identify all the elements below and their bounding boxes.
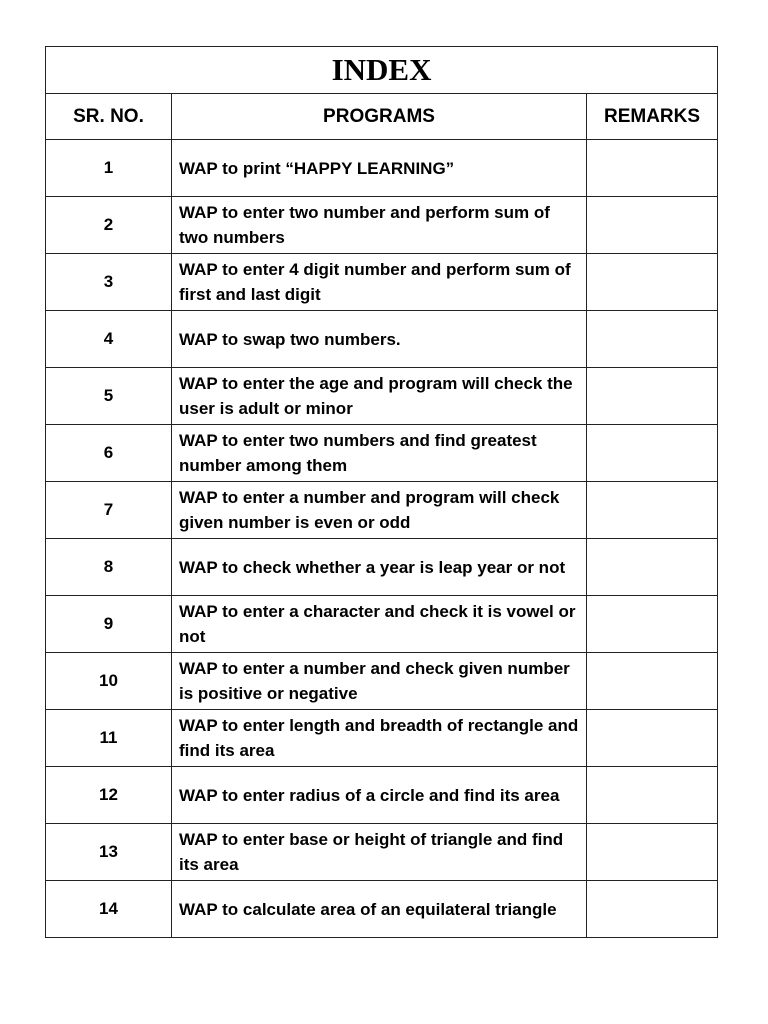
remarks-cell (587, 482, 718, 539)
table-row (46, 368, 718, 425)
title-row (46, 47, 718, 94)
sr-no-cell: 6 (46, 425, 172, 482)
sr-no-cell: 8 (46, 539, 172, 596)
program-cell: WAP to enter a number and check given number is positive or negative (172, 653, 587, 710)
remarks-cell (587, 254, 718, 311)
sr-no-cell: 1 (46, 140, 172, 197)
table-row (46, 596, 718, 653)
program-cell: WAP to print “HAPPY LEARNING” (172, 140, 587, 197)
program-cell: WAP to enter two numbers and find greatest number among them (172, 425, 587, 482)
remarks-cell (587, 653, 718, 710)
program-cell: WAP to enter base or height of triangle and find its area (172, 824, 587, 881)
program-cell: WAP to enter a character and check it is vowel or not (172, 596, 587, 653)
table-row (46, 311, 718, 368)
remarks-cell (587, 311, 718, 368)
sr-no-cell: 9 (46, 596, 172, 653)
remarks-cell (587, 140, 718, 197)
program-cell: WAP to check whether a year is leap year or not (172, 539, 587, 596)
program-cell: WAP to enter the age and program will check the user is adult or minor (172, 368, 587, 425)
remarks-cell (587, 767, 718, 824)
page-title: INDEX (46, 47, 718, 94)
index-table (45, 46, 718, 938)
table-row (46, 767, 718, 824)
sr-no-cell: 14 (46, 881, 172, 938)
program-cell: WAP to enter two number and perform sum of two numbers (172, 197, 587, 254)
sr-no-cell: 11 (46, 710, 172, 767)
table-row (46, 881, 718, 938)
table-row (46, 197, 718, 254)
sr-no-cell: 5 (46, 368, 172, 425)
table-row (46, 482, 718, 539)
remarks-cell (587, 539, 718, 596)
table-row (46, 653, 718, 710)
sr-no-cell: 3 (46, 254, 172, 311)
sr-no-cell: 7 (46, 482, 172, 539)
remarks-cell (587, 881, 718, 938)
header-row (46, 94, 718, 140)
table-row (46, 824, 718, 881)
remarks-cell (587, 710, 718, 767)
program-cell: WAP to enter a number and program will check given number is even or odd (172, 482, 587, 539)
remarks-cell (587, 425, 718, 482)
program-cell: WAP to enter radius of a circle and find its area (172, 767, 587, 824)
table-row (46, 140, 718, 197)
sr-no-cell: 2 (46, 197, 172, 254)
table-row (46, 425, 718, 482)
table-row (46, 254, 718, 311)
column-header-programs: PROGRAMS (172, 94, 587, 140)
program-cell: WAP to swap two numbers. (172, 311, 587, 368)
table-row (46, 539, 718, 596)
remarks-cell (587, 197, 718, 254)
program-cell: WAP to enter 4 digit number and perform sum of first and last digit (172, 254, 587, 311)
column-header-remarks: REMARKS (587, 94, 718, 140)
sr-no-cell: 4 (46, 311, 172, 368)
table-body (46, 140, 718, 938)
sr-no-cell: 10 (46, 653, 172, 710)
column-header-sr-no: SR. NO. (46, 94, 172, 140)
sr-no-cell: 13 (46, 824, 172, 881)
remarks-cell (587, 368, 718, 425)
remarks-cell (587, 596, 718, 653)
sr-no-cell: 12 (46, 767, 172, 824)
program-cell: WAP to enter length and breadth of rectangle and find its area (172, 710, 587, 767)
remarks-cell (587, 824, 718, 881)
table-row (46, 710, 718, 767)
program-cell: WAP to calculate area of an equilateral triangle (172, 881, 587, 938)
